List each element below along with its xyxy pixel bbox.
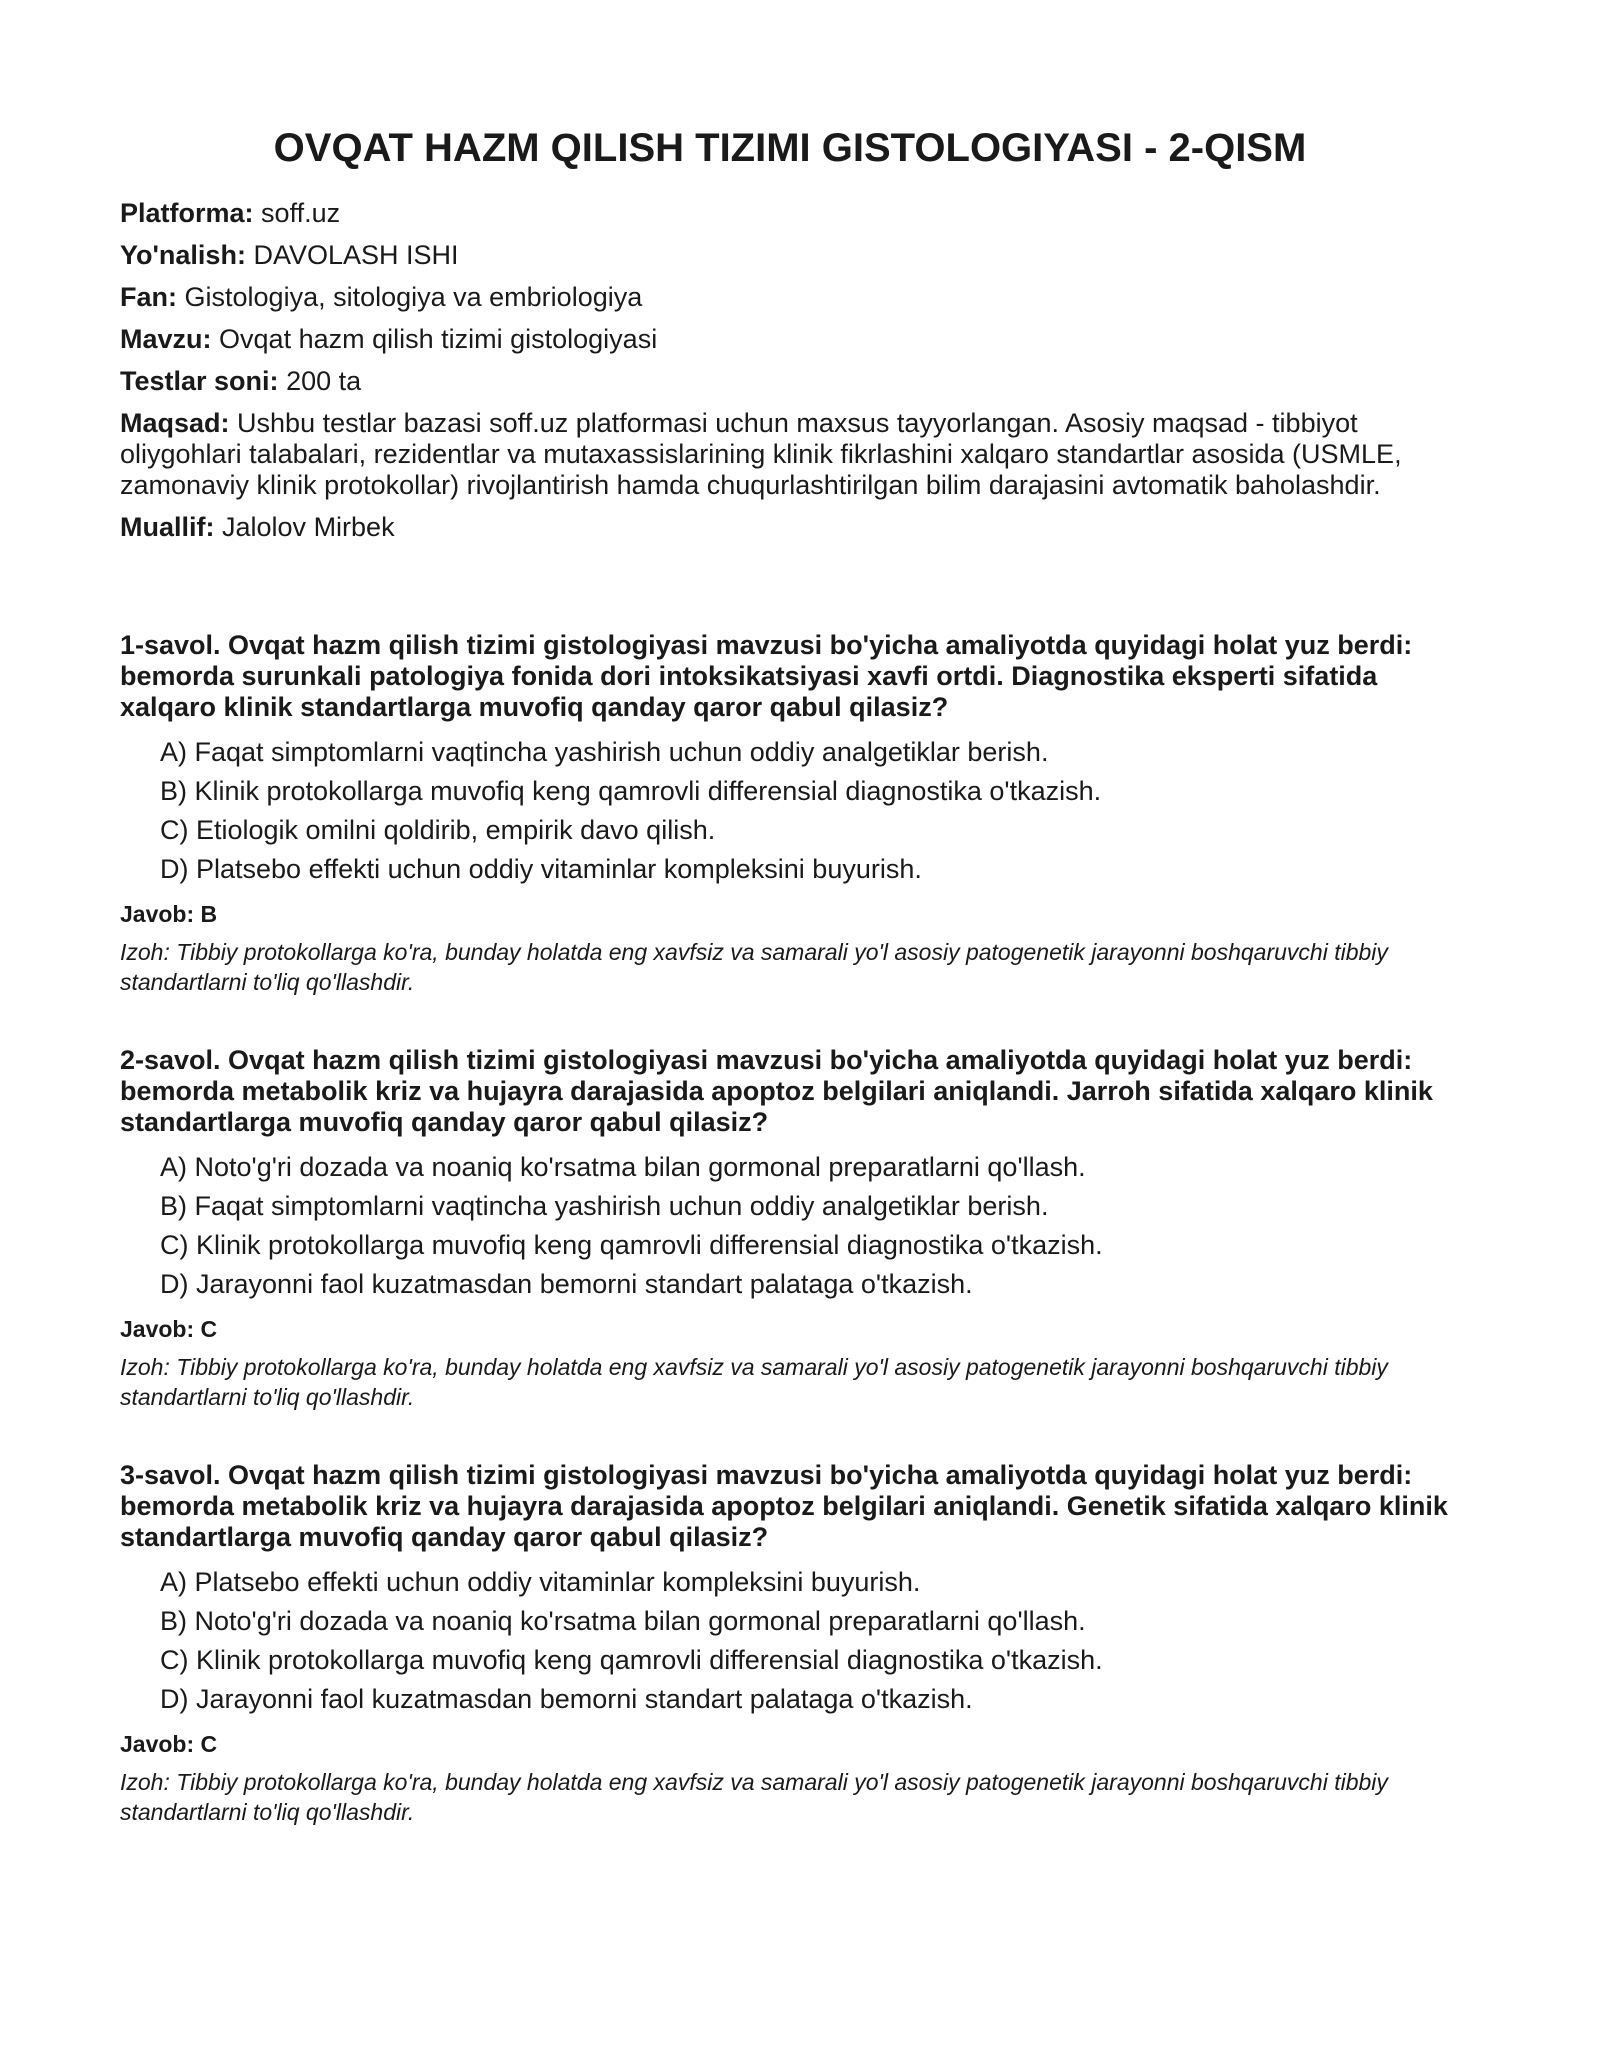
meta-mavzu	[120, 324, 1460, 355]
option-a: A) Noto'g'ri dozada va noaniq ko'rsatma bilan gormonal preparatlarni qo'llash.	[160, 1152, 1086, 1182]
option-list	[120, 1567, 1460, 1715]
meta-value: Ushbu testlar bazasi soff.uz platformasi uchun maxsus tayyorlangan. Asosiy maqsad - tibbiyot oliygohlari talabalari, rezidentlar va mutaxassislarining klinik fikrlashini xalqaro standartlar asosida (USMLE, zamonaviy klinik protokollar) rivojlantirish hamda chuqurlashtirilgan bilim darajasini avtomatik baholashdir.	[120, 408, 1402, 500]
option-d: D) Jarayonni faol kuzatmasdan bemorni standart palataga o'tkazish.	[160, 1269, 973, 1299]
explanation-text: Izoh: Tibbiy protokollarga ko'ra, bunday holatda eng xavfsiz va samarali yo'l asosiy patogenetik jarayonni boshqaruvchi tibbiy standartlarni to'liq qo'llashdir.	[120, 1354, 1388, 1410]
meta-testlar-soni	[120, 366, 1460, 397]
option-c: C) Klinik protokollarga muvofiq keng qamrovli differensial diagnostika o'tkazish.	[160, 1645, 1103, 1675]
option-a: A) Faqat simptomlarni vaqtincha yashirish uchun oddiy analgetiklar berish.	[160, 737, 1049, 767]
meta-muallif	[120, 512, 1460, 543]
question-list	[120, 630, 1460, 1827]
explanation-text: Izoh: Tibbiy protokollarga ko'ra, bunday holatda eng xavfsiz va samarali yo'l asosiy patogenetik jarayonni boshqaruvchi tibbiy standartlarni to'liq qo'llashdir.	[120, 939, 1388, 995]
question-3	[120, 1460, 1460, 1827]
option-list	[120, 1152, 1460, 1300]
answer-label: Javob: C	[120, 1316, 218, 1342]
option-c: C) Klinik protokollarga muvofiq keng qamrovli differensial diagnostika o'tkazish.	[160, 1230, 1103, 1260]
answer-label: Javob: C	[120, 1731, 218, 1757]
meta-label: Testlar soni:	[120, 366, 279, 396]
option-b: B) Faqat simptomlarni vaqtincha yashirish uchun oddiy analgetiklar berish.	[160, 1191, 1049, 1221]
meta-value: Gistologiya, sitologiya va embriologiya	[184, 282, 643, 312]
meta-label: Yo'nalish:	[120, 240, 246, 270]
document-page	[120, 0, 1460, 1875]
meta-label: Muallif:	[120, 512, 215, 542]
option-c: C) Etiologik omilni qoldirib, empirik davo qilish.	[160, 815, 716, 845]
meta-value: soff.uz	[261, 198, 341, 228]
meta-yonalish	[120, 240, 1460, 271]
meta-label: Fan:	[120, 282, 177, 312]
option-b: B) Noto'g'ri dozada va noaniq ko'rsatma bilan gormonal preparatlarni qo'llash.	[160, 1606, 1086, 1636]
option-b: B) Klinik protokollarga muvofiq keng qamrovli differensial diagnostika o'tkazish.	[160, 776, 1102, 806]
question-1	[120, 630, 1460, 997]
question-2	[120, 1045, 1460, 1412]
meta-value: DAVOLASH ISHI	[253, 240, 459, 270]
meta-label: Maqsad:	[120, 408, 230, 438]
option-a: A) Platsebo effekti uchun oddiy vitaminlar kompleksini buyurish.	[160, 1567, 921, 1597]
meta-platforma	[120, 198, 1460, 229]
option-d: D) Jarayonni faol kuzatmasdan bemorni standart palataga o'tkazish.	[160, 1684, 973, 1714]
question-text: 1-savol. Ovqat hazm qilish tizimi gistologiyasi mavzusi bo'yicha amaliyotda quyidagi holat yuz berdi: bemorda surunkali patologiya fonida dori intoksikatsiyasi xavfi ortdi. Diagnostika eksperti sifatida xalqaro klinik standartlarga muvofiq qanday qaror qabul qilasiz?	[120, 630, 1413, 722]
question-text: 3-savol. Ovqat hazm qilish tizimi gistologiyasi mavzusi bo'yicha amaliyotda quyidagi holat yuz berdi: bemorda metabolik kriz va hujayra darajasida apoptoz belgilari aniqlandi. Genetik sifatida xalqaro klinik standartlarga muvofiq qanday qaror qabul qilasiz?	[120, 1460, 1448, 1552]
option-list	[120, 737, 1460, 885]
answer-label: Javob: B	[120, 901, 218, 927]
explanation-text: Izoh: Tibbiy protokollarga ko'ra, bunday holatda eng xavfsiz va samarali yo'l asosiy patogenetik jarayonni boshqaruvchi tibbiy standartlarni to'liq qo'llashdir.	[120, 1769, 1388, 1825]
meta-fan	[120, 282, 1460, 313]
meta-value: Ovqat hazm qilish tizimi gistologiyasi	[219, 324, 658, 354]
meta-value: Jalolov Mirbek	[222, 512, 395, 542]
meta-label: Mavzu:	[120, 324, 212, 354]
option-d: D) Platsebo effekti uchun oddiy vitaminlar kompleksini buyurish.	[160, 854, 922, 884]
meta-value: 200 ta	[286, 366, 362, 396]
metadata-block	[120, 198, 1460, 543]
question-text: 2-savol. Ovqat hazm qilish tizimi gistologiyasi mavzusi bo'yicha amaliyotda quyidagi holat yuz berdi: bemorda metabolik kriz va hujayra darajasida apoptoz belgilari aniqlandi. Jarroh sifatida xalqaro klinik standartlarga muvofiq qanday qaror qabul qilasiz?	[120, 1045, 1433, 1137]
document-title: OVQAT HAZM QILISH TIZIMI GISTOLOGIYASI - 2-QISM	[273, 126, 1307, 170]
meta-maqsad	[120, 408, 1460, 501]
meta-label: Platforma:	[120, 198, 254, 228]
